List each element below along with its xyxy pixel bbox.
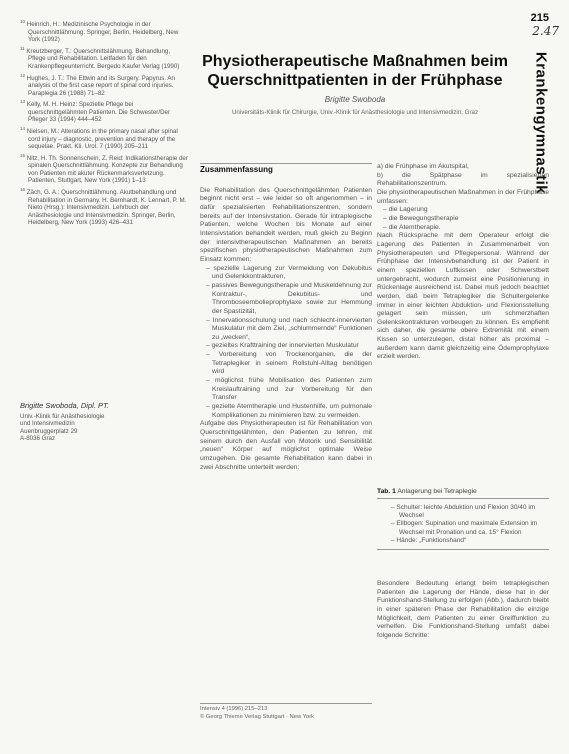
list-item: a) die Frühphase im Akutspital, [377,163,469,170]
address-line: A-8036 Graz [20,435,56,442]
footer-citation [200,703,372,721]
reference-item: $^{14}$ Nielsen, M.: Alterations in the primary nasal after spinal cord injury – diagnostic, prevention and therapy of the sequelae. Prakt. Kli. Urol. 7 (1990) 205–211 [20,126,178,151]
address-line: Univ.-Klinik für Anästhesiologie [20,412,105,420]
paragraph: Die Rehabilitation des Querschnittgelähmten Patienten beginnt nicht erst – wie leider so oft angenommen – in dafür spezialisierten Rehabilitationszentren, sondern bereits auf der Intensivstation. Gerade für intraplegische Patienten, welche Wochen bis Monate auf einer Intensivstation behandelt werden, muß gleich zu Beginn der intensivtherapeutischen Maßnahmen an bereits spezifischen physiotherapeutischen Maßnahmen zum Einsatz kommen: [200,186,372,263]
correspondence-name: Brigitte Swoboda, Dipl. PT. [20,401,109,410]
paragraph: Die physiotherapeutischen Maßnahmen in der Frühphase umfassen: [377,188,549,205]
list-item: – Vorbereitung von Trockenorganen, die der Tetraplegiker in seinem Rollstuhl-Alltag benötigen wird [206,351,372,377]
reference-item: $^{11}$ Kreutzberger, T.: Querschnittslähmung. Behandlung, Pflege und Rehabilitation. Leitfaden für den Krankenpflegeunterricht. Bergedo Kaufer Verlag (1990) [20,45,180,70]
table-row: – Hände: „Funktionshand“ [377,537,549,545]
article-author: Brigitte Swoboda [324,95,386,104]
list-item: – spezielle Lagerung zur Vermeidung von Dekubitus und Gelenkkontrakturen, [206,265,372,282]
list-item: – gezielte Atemtherapie und Hustenhilfe, um pulmonale Komplikationen zu minimieren bzw. zu vermeiden. [206,403,372,420]
article-affiliation: Universitäts-Klinik für Chirurgie, Univ.-Klinik für Anästhesiologie und Intensivmedizin, Graz [231,109,479,116]
handwritten-page-number: 2.47 [532,24,559,38]
frühphase-list [377,206,549,232]
reference-item: $^{16}$ Zäch, G. A.: Querschnittlähmung. Akutbehandlung und Rehabilitation in Germany. H. Bernhardt, K. Lennart, P. M. Nieto (Hrsg.): Intensivmedizin. Lehrbuch der Anästhesiologie und Intensivmedizin. Springer, Berlin, Heidelberg, New York (1993) 426–431 [20,187,187,227]
paragraph: Aufgabe des Physiotherapeuten ist für Rehabilitation von Querschnittgelähmten, den Patienten zu lehren, mit seinem durch den Ausfall von Motorik und Sensibilität „neuen“ Körper auf möglichst optimale Weise umzugehen. Die gesamte Rehabilitation kann dabei in zwei Abschnitte unterteilt werden: [200,420,372,471]
measures-list [200,265,372,421]
correspondence-address [20,402,188,443]
table-caption-text: Anlagerung bei Tetraplegie [397,488,477,495]
list-item: – die Atemtherapie. [383,224,549,233]
copyright: © Georg Thieme Verlag Stuttgart · New York [200,713,315,720]
body-column-1 [200,163,372,472]
table-row: – Schulter: leichte Abduktion und Flexion 30/40 im Wechsel [377,504,549,520]
address-line: und Intensivmedizin [20,420,75,427]
table-label: Tab. 1 [377,488,396,495]
list-item: – möglichst frühe Mobilisation des Patienten zum Kreislauftraining und zur Vorbereitung für den Transfer [206,377,372,403]
table-caption [377,488,549,495]
paragraph: Nach Rücksprache mit dem Operateur erfolgt die Lagerung des Patienten in Zusammenarbeit von Physiotherapeuten und Pflegepersonal. Während der Frühphase der Intensivbehandlung ist der Patient in einem speziellen Luftkissen oder Schwerstbett untergebracht, wodurch zumeist eine Positionierung in Rückenlage ausreichend ist. Dabei muß jedoch beachtet werden, daß beim Tetraplegiker die Schultergelenke immer in einer leichten Abduktion- und Flexionsstellung gelagert sein müssen, um schmerzhaften Gelenkskontrakturen vorbeugen zu können. Es empfiehlt sich daher, die gesamte obere Extremität mit einem Kissen so unterzulegen, distal höher als proximal – außerdem kann damit gleichzeitig eine Ödemprophylaxe erzielt werden. [377,232,549,361]
reference-item: $^{15}$ Nitz, H. Th. Sonnenschein, Z. Reid: Indikationstherapie der spinalen Querschnittlähmung. Konzepte zur Behandlung von Patienten mit akuter Rückenmarksverletzung. Patienten, Stuttgart, New York (1991) 1–13 [20,152,188,185]
page-number: 215 [530,12,549,24]
list-item: – die Bewegungstherapie [383,215,549,224]
list-item: – die Lagerung [383,206,549,215]
reference-item: $^{10}$ Heinrich, H.: Medizinische Psychologie in der Querschnittlähmung. Springer, Berlin, Heidelberg, New York (1992) [20,19,179,44]
list-item: – gezieltes Krafttraining der innervierten Muskulatur [206,342,372,351]
section-tab-label: Krankengymnastik [532,51,550,195]
list-item: – passives Bewegungstherapie und Muskeldehnung zur Kontraktur-, Dekubitus- und Thromboseembolieprophylaxe sowie zur Hemmung der Spastizität, [206,282,372,317]
list-item: b) die Spätphase im spezialisierten Rehabilitationszentrum. [377,171,549,188]
body-column-2-continued [377,580,549,641]
citation: Intensiv 4 (1996) 215–213 [200,706,268,712]
reference-list [20,18,188,228]
section-heading: Zusammenfassung [200,163,372,175]
paragraph: Besondere Bedeutung erlangt beim tetraplegischen Patienten die Lagerung der Hände, diese hat in der Funktionshand-Stellung zu erfolgen (Abb.), dadurch bleibt in einer späteren Phase der Rehabilitation die einzige Möglichkeit, dem Patienten zu einer Greiffunktion zu verhelfen. Die Funktionshand-Stellung umfaßt dabei folgende Schritte: [377,580,549,639]
address-line: Auenbruggerplatz 29 [20,427,78,435]
reference-item: $^{12}$ Hughes, J. T.: The Ettwin and its Surgery. Papyrus. An analysis of the first case report of spinal cord injuries. Paraplegia 26 (1988) 71–82 [20,72,175,97]
article-title: Physiotherapeutische Maßnahmen beim Querschnittpatienten in der Frühphase [202,53,508,89]
body-column-2 [377,163,549,362]
table-box [377,498,549,550]
table-row: – Ellbogen: Supination und maximale Extension im Wechsel mit Pronation und ca. 15° Flexion [377,520,549,536]
list-item: – Innervationsschulung und nach schlecht-innervierten Muskulatur mit dem Ziel, „schlummernde“ Funktionen zu „wecken“, [206,317,372,343]
reference-item: $^{13}$ Kelly, M. H. Heinz: Spezielle Pflege bei querschnittgelähmten Patienten. Die Schwester/Der Pfleger 33 (1994) 444–452 [20,99,171,124]
